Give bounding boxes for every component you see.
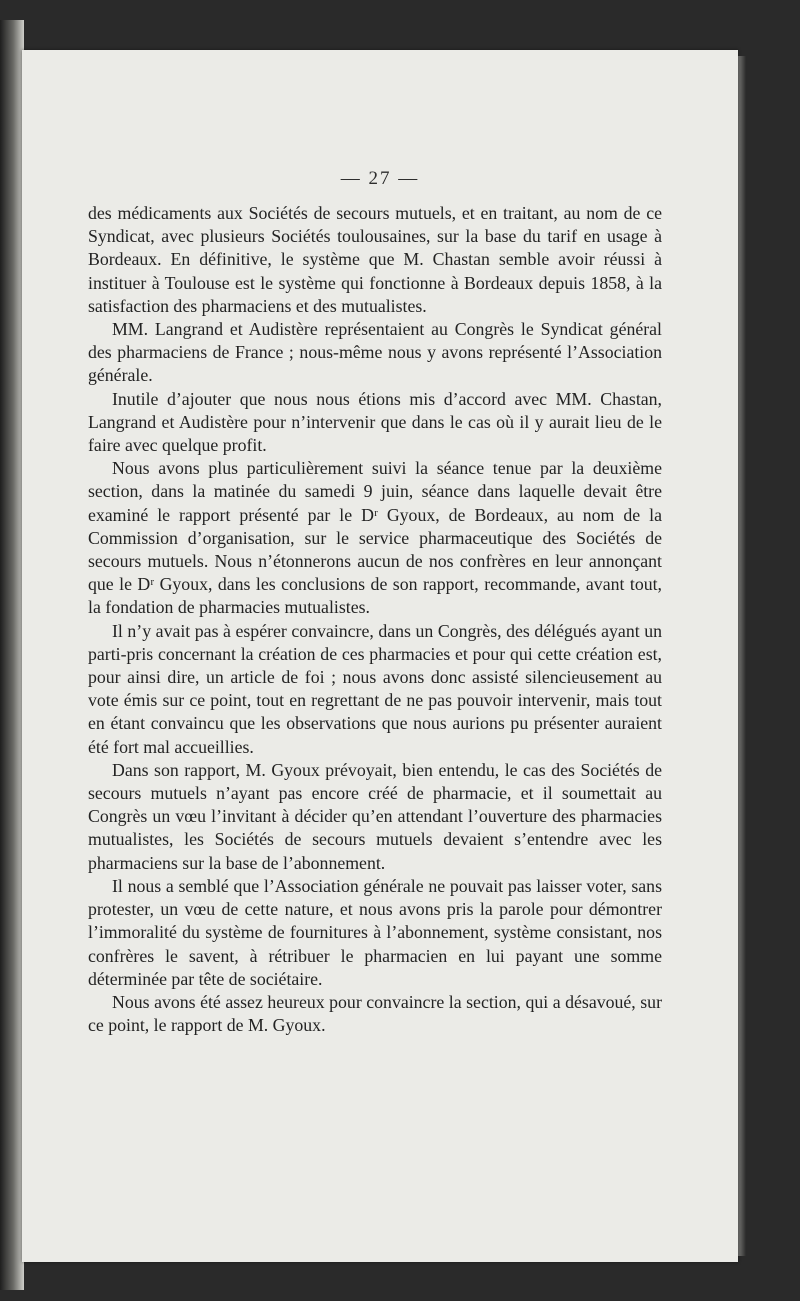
paragraph: Dans son rapport, M. Gyoux prévoyait, bien entendu, le cas des Sociétés de secours mutuels n’ayant pas encore créé de pharmacie, et il soumettait au Congrès un vœu l’invitant à décider qu’en attendant l’ouverture des pharmacies mutualistes, les Sociétés de secours mutuels devaient s’entendre avec les pharmaciens sur la base de l’abonnement. (88, 759, 662, 873)
book-binding-edge (0, 20, 24, 1290)
paragraph: Nous avons plus particulièrement suivi la séance tenue par la deuxième section, dans la matinée du samedi 9 juin, séance dans laquelle devait être examiné le rapport présenté par le Dʳ Gyoux, de Bordeaux, au nom de la Commission d’organisation, sur le service pharmaceutique des Sociétés de secours mutuels. Nous n’étonnerons aucun de nos confrères en leur annonçant que le Dʳ Gyoux, dans les conclusions de son rapport, recommande, avant tout, la fondation de pharmacies mutualistes. (88, 458, 662, 618)
paragraph: Il n’y avait pas à espérer convaincre, dans un Congrès, des délégués ayant un parti-pris concernant la création de ces pharmacies et pour qui cette création est, pour ainsi dire, un article de foi ; nous avons donc assisté silencieusement au vote émis sur ce point, tout en regrettant de ne pas pouvoir intervenir, mais tout en étant convaincu que les observations que nous aurions pu présenter auraient été fort mal accueillies. (88, 620, 662, 757)
paragraph: MM. Langrand et Audistère représentaient au Congrès le Syndicat général des pharmaciens de France ; nous-même nous y avons représenté l’Association générale. (88, 319, 662, 386)
page-number: — 27 — (340, 168, 420, 189)
paragraph: des médicaments aux Sociétés de secours mutuels, et en traitant, au nom de ce Syndicat, avec plusieurs Sociétés toulousaines, sur la base du tarif en usage à Bordeaux. En définitive, le système que M. Chastan semble avoir réussi à instituer à Toulouse est le système qui fonctionne à Bordeaux depuis 1858, à la satisfaction des pharmaciens et des mutualistes. (88, 203, 662, 316)
paragraph: Il nous a semblé que l’Association générale ne pouvait pas laisser voter, sans protester, un vœu de cette nature, et nous avons pris la parole pour démontrer l’immoralité du système de fournitures à l’abonnement, système consistant, nos confrères le savent, à rétribuer le pharmacien en lui payant une somme déterminée par tête de sociétaire. (88, 875, 662, 989)
paragraph: Nous avons été assez heureux pour convaincre la section, qui a désavoué, sur ce point, le rapport de M. Gyoux. (88, 991, 662, 1036)
book-page (22, 50, 738, 1262)
paragraph: Inutile d’ajouter que nous nous étions mis d’accord avec MM. Chastan, Langrand et Audistère pour n’intervenir que dans le cas où il y aurait lieu de le faire avec quelque profit. (88, 388, 662, 456)
page-body (88, 202, 662, 1037)
